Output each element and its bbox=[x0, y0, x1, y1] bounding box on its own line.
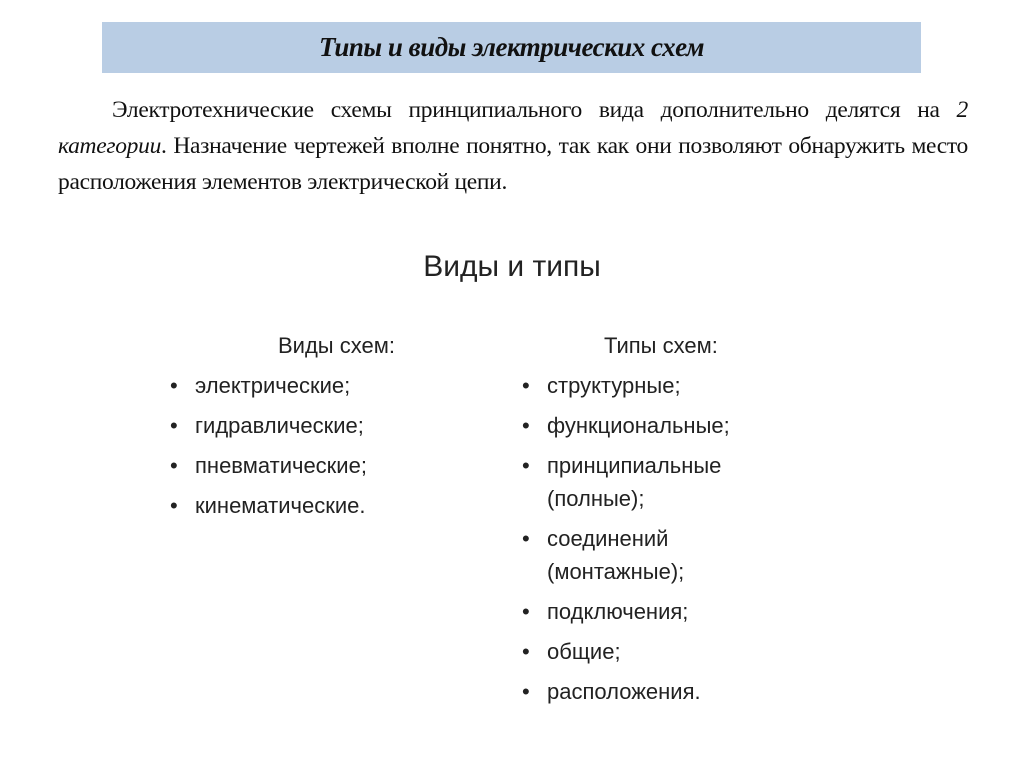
bullet-icon: • bbox=[522, 599, 530, 624]
list-item-text: пневматические; bbox=[195, 453, 367, 478]
list-item bbox=[522, 675, 782, 708]
bullet-icon: • bbox=[170, 413, 178, 438]
bullet-icon: • bbox=[170, 373, 178, 398]
types-list bbox=[522, 369, 862, 715]
bullet-icon: • bbox=[522, 526, 530, 551]
figure-heading: Виды и типы bbox=[423, 250, 601, 283]
kinds-header: Виды схем: bbox=[278, 333, 395, 358]
bullet-icon: • bbox=[522, 639, 530, 664]
list-item bbox=[170, 489, 495, 522]
paragraph-text-1: Электротехнические схемы принципиального вида дополнительно делятся на bbox=[112, 97, 957, 123]
list-item-text: общие; bbox=[547, 639, 621, 664]
list-item-text: гидравлические; bbox=[195, 413, 364, 438]
list-item-text: функциональные; bbox=[547, 413, 730, 438]
list-item bbox=[522, 635, 782, 668]
bullet-icon: • bbox=[170, 453, 178, 478]
list-item-text: соединений (монтажные); bbox=[547, 526, 685, 584]
list-item bbox=[522, 369, 782, 402]
bullet-icon: • bbox=[522, 413, 530, 438]
list-item bbox=[522, 522, 782, 588]
types-header: Типы схем: bbox=[604, 333, 718, 358]
list-item bbox=[170, 449, 495, 482]
list-item bbox=[522, 449, 782, 515]
slide-title: Типы и виды электрических схем bbox=[319, 32, 704, 62]
list-item-text: структурные; bbox=[547, 373, 681, 398]
paragraph-text-2: . Назначение чертежей вполне понятно, так как они позволяют обнаружить место расположения элементов электрической цепи. bbox=[58, 133, 968, 195]
title-bar bbox=[102, 22, 921, 73]
paragraph-emphasis: 2 категории bbox=[58, 97, 968, 159]
bullet-icon: • bbox=[522, 679, 530, 704]
list-item-text: электрические; bbox=[195, 373, 351, 398]
bullet-icon: • bbox=[522, 373, 530, 398]
list-item-text: кинематические. bbox=[195, 493, 366, 518]
list-item bbox=[522, 595, 782, 628]
list-item bbox=[522, 409, 782, 442]
kinds-list bbox=[170, 369, 510, 529]
list-item bbox=[170, 369, 495, 402]
intro-paragraph bbox=[58, 92, 968, 200]
bullet-icon: • bbox=[522, 453, 530, 478]
list-item-text: расположения. bbox=[547, 679, 701, 704]
bullet-icon: • bbox=[170, 493, 178, 518]
list-item-text: принципиальные (полные); bbox=[547, 453, 722, 511]
list-item bbox=[170, 409, 495, 442]
list-item-text: подключения; bbox=[547, 599, 689, 624]
